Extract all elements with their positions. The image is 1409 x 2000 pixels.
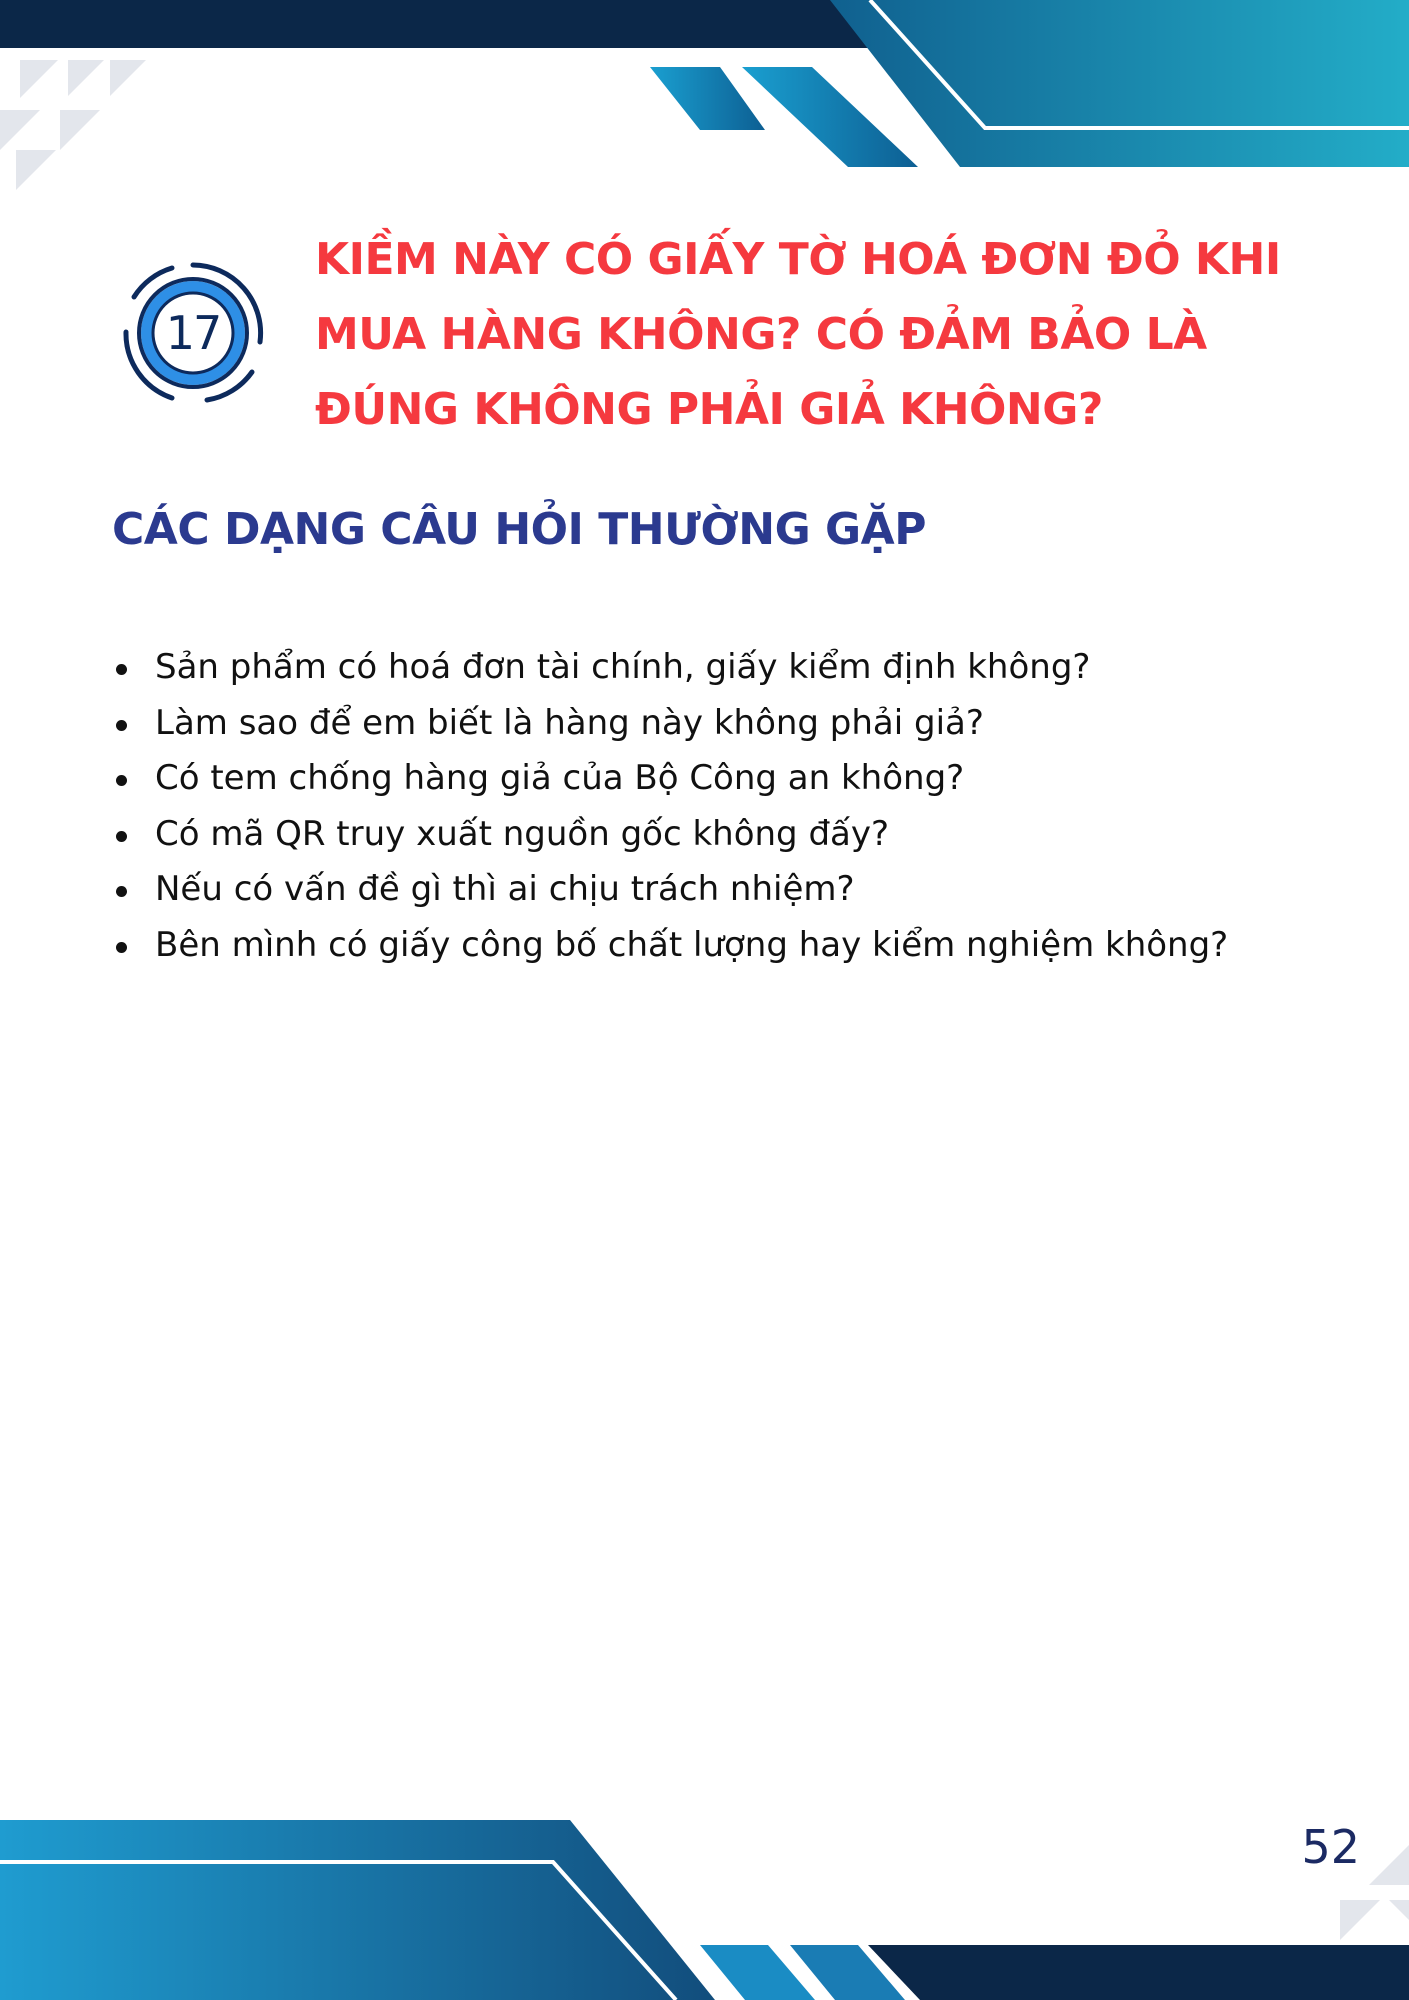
top-banner <box>0 0 1409 167</box>
list-item: Làm sao để em biết là hàng này không phải giả? <box>112 696 1242 752</box>
question-title: KIỀM NÀY CÓ GIẤY TỜ HOÁ ĐƠN ĐỎ KHI MUA HÀNG KHÔNG? CÓ ĐẢM BẢO LÀ ĐÚNG KHÔNG PHẢI GIẢ KHÔNG? <box>315 234 1281 435</box>
list-item: Có tem chống hàng giả của Bộ Công an không? <box>112 751 1242 807</box>
badge-number: 17 <box>165 306 221 360</box>
list-item: Bên mình có giấy công bố chất lượng hay kiểm nghiệm không? <box>112 918 1242 974</box>
page-number: 52 <box>1301 1820 1360 1874</box>
bottom-banner <box>0 1820 1409 2000</box>
section-heading: CÁC DẠNG CÂU HỎI THƯỜNG GẶP <box>112 504 926 555</box>
list-item: Nếu có vấn đề gì thì ai chịu trách nhiệm? <box>112 862 1242 918</box>
question-list <box>112 640 1242 973</box>
list-item: Sản phẩm có hoá đơn tài chính, giấy kiểm định không? <box>112 640 1242 696</box>
corner-triangles-top-left <box>0 60 146 190</box>
list-item: Có mã QR truy xuất nguồn gốc không đấy? <box>112 807 1242 863</box>
question-number-badge <box>112 252 274 414</box>
